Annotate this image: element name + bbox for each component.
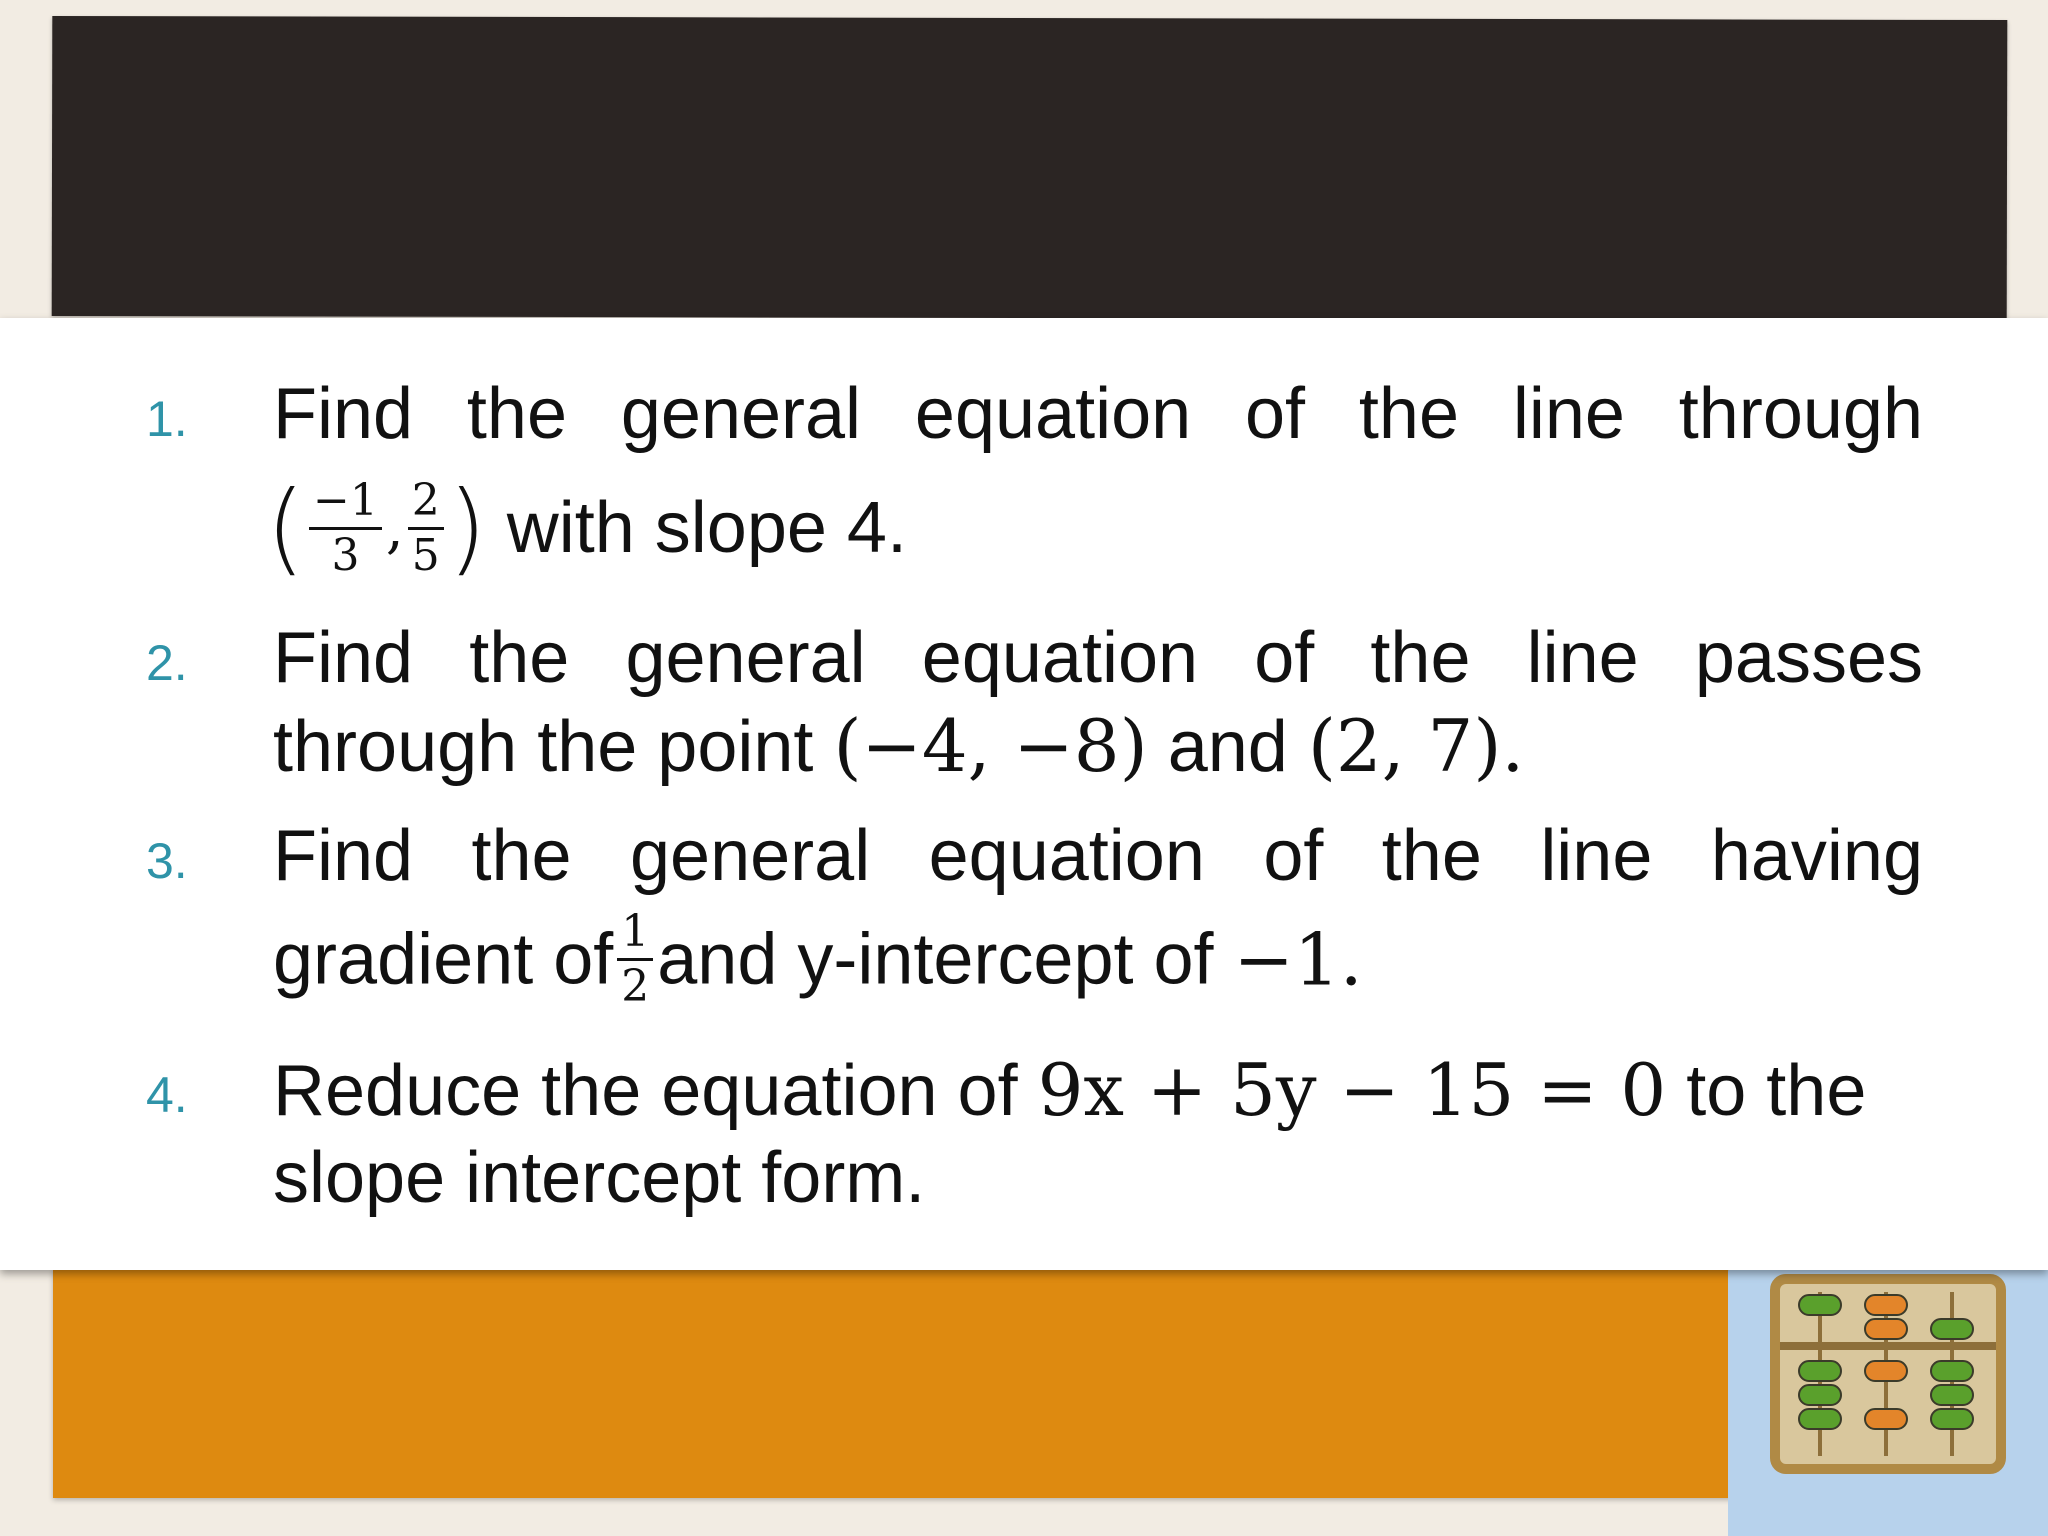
- equation: 9x + 5y − 15 = 0: [1037, 1048, 1667, 1132]
- exercise-number: 1.: [146, 391, 188, 447]
- exercise-line: Reduce the equation of 9x + 5y − 15 = 0 to the: [273, 1048, 1867, 1132]
- exercise-line: Find the general equation of the line passes: [273, 618, 1923, 698]
- exercise-line: gradient of $\frac{1}{2}$ and y-intercept of −1.: [273, 906, 1363, 1012]
- exercise-line: Find the general equation of the line through: [273, 374, 1923, 454]
- exercise-panel: [0, 318, 2048, 1270]
- exercise-line: through the point (−4, −8) and (2, 7).: [273, 704, 1525, 788]
- fraction: $\frac{-1}{3}$: [309, 479, 382, 578]
- exercise-line: Find the general equation of the line having: [273, 816, 1923, 896]
- bottom-orange-band: [53, 1268, 1923, 1498]
- exercise-list: [0, 318, 2048, 1270]
- abacus-icon: [1770, 1274, 2006, 1474]
- exercise-line: slope intercept form.: [273, 1138, 926, 1218]
- fraction: $\frac{1}{2}$: [617, 910, 653, 1009]
- exercise-number: 2.: [146, 635, 188, 691]
- top-dark-band: [52, 16, 2008, 320]
- exercise-number: 3.: [146, 833, 188, 889]
- fraction: $\frac{2}{5}$: [408, 479, 444, 578]
- exercise-number: 4.: [146, 1067, 188, 1123]
- exercise-line: ( $\frac{-1}{3}$ , $\frac{2}{5}$ ) with slope 4.: [266, 469, 907, 586]
